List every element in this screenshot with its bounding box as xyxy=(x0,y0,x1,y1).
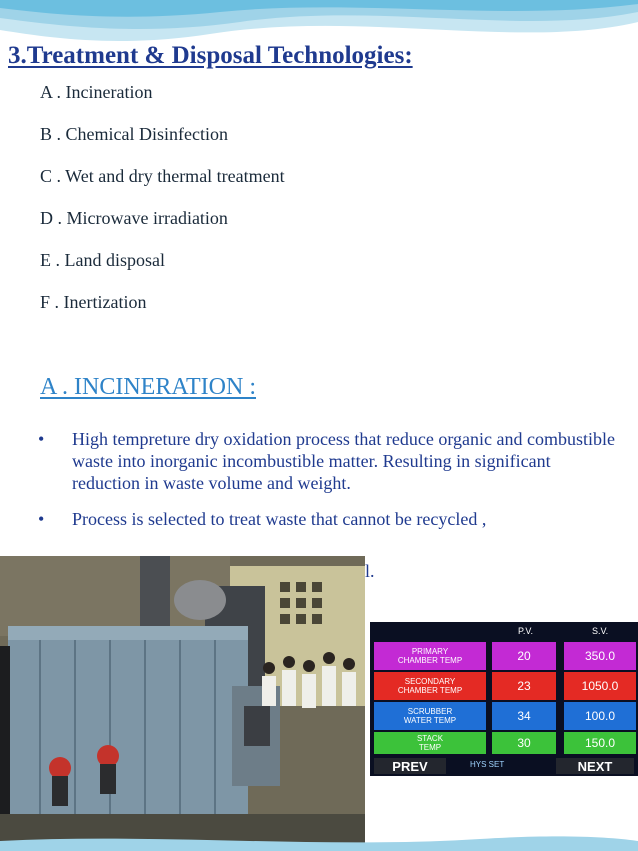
bullet-icon: • xyxy=(38,509,45,529)
row-pv-value: 23 xyxy=(492,672,556,700)
panel-row-scrubber xyxy=(370,702,638,730)
topic-item-incineration: A . Incineration xyxy=(40,82,153,102)
slide-title: 3.Treatment & Disposal Technologies: xyxy=(8,42,413,69)
row-sv-value: 150.0 xyxy=(564,732,636,754)
bullet-icon: • xyxy=(38,429,45,449)
topic-item-land-disposal: E . Land disposal xyxy=(40,250,165,270)
control-panel-photo xyxy=(370,622,638,776)
bullet-text-tail: l. xyxy=(365,561,375,581)
topic-item-thermal-treatment: C . Wet and dry thermal treatment xyxy=(40,166,285,186)
row-sv-value: 100.0 xyxy=(564,702,636,730)
row-sv-value: 1050.0 xyxy=(564,672,636,700)
bullet-text: Process is selected to treat waste that cannot be recycled , xyxy=(72,509,487,529)
row-pv-value: 34 xyxy=(492,702,556,730)
row-label: STACK TEMP xyxy=(374,732,486,754)
sv-header: S.V. xyxy=(592,626,609,636)
row-pv-value: 20 xyxy=(492,642,556,670)
topic-item-microwave: D . Microwave irradiation xyxy=(40,208,228,228)
panel-footer xyxy=(370,756,638,776)
bottom-wave-decoration xyxy=(0,831,638,851)
hys-set-label: HYS SET xyxy=(470,760,505,769)
topic-item-chemical-disinfection: B . Chemical Disinfection xyxy=(40,124,228,144)
bullet-text: High tempreture dry oxidation process that reduce organic and combustible waste into inorganic incombustible matter. Resulting in significant reduction in waste volume and weight. xyxy=(72,429,616,493)
bullet-item xyxy=(36,428,616,494)
row-pv-value: 30 xyxy=(492,732,556,754)
next-button: NEXT xyxy=(556,758,634,774)
section-heading: A . INCINERATION : xyxy=(40,374,256,400)
bullet-list xyxy=(36,428,616,530)
row-sv-value: 350.0 xyxy=(564,642,636,670)
row-label: SCRUBBER WATER TEMP xyxy=(374,702,486,730)
row-label: SECONDARY CHAMBER TEMP xyxy=(374,672,486,700)
row-label: PRIMARY CHAMBER TEMP xyxy=(374,642,486,670)
topic-list xyxy=(40,80,285,332)
bullet-item xyxy=(36,508,616,530)
panel-header xyxy=(370,626,638,640)
topic-item-inertization: F . Inertization xyxy=(40,292,147,312)
panel-row-secondary xyxy=(370,672,638,700)
prev-button: PREV xyxy=(374,758,446,774)
pv-header: P.V. xyxy=(518,626,534,636)
incinerator-photo xyxy=(0,556,365,846)
panel-row-primary xyxy=(370,642,638,670)
panel-row-stack xyxy=(370,732,638,754)
